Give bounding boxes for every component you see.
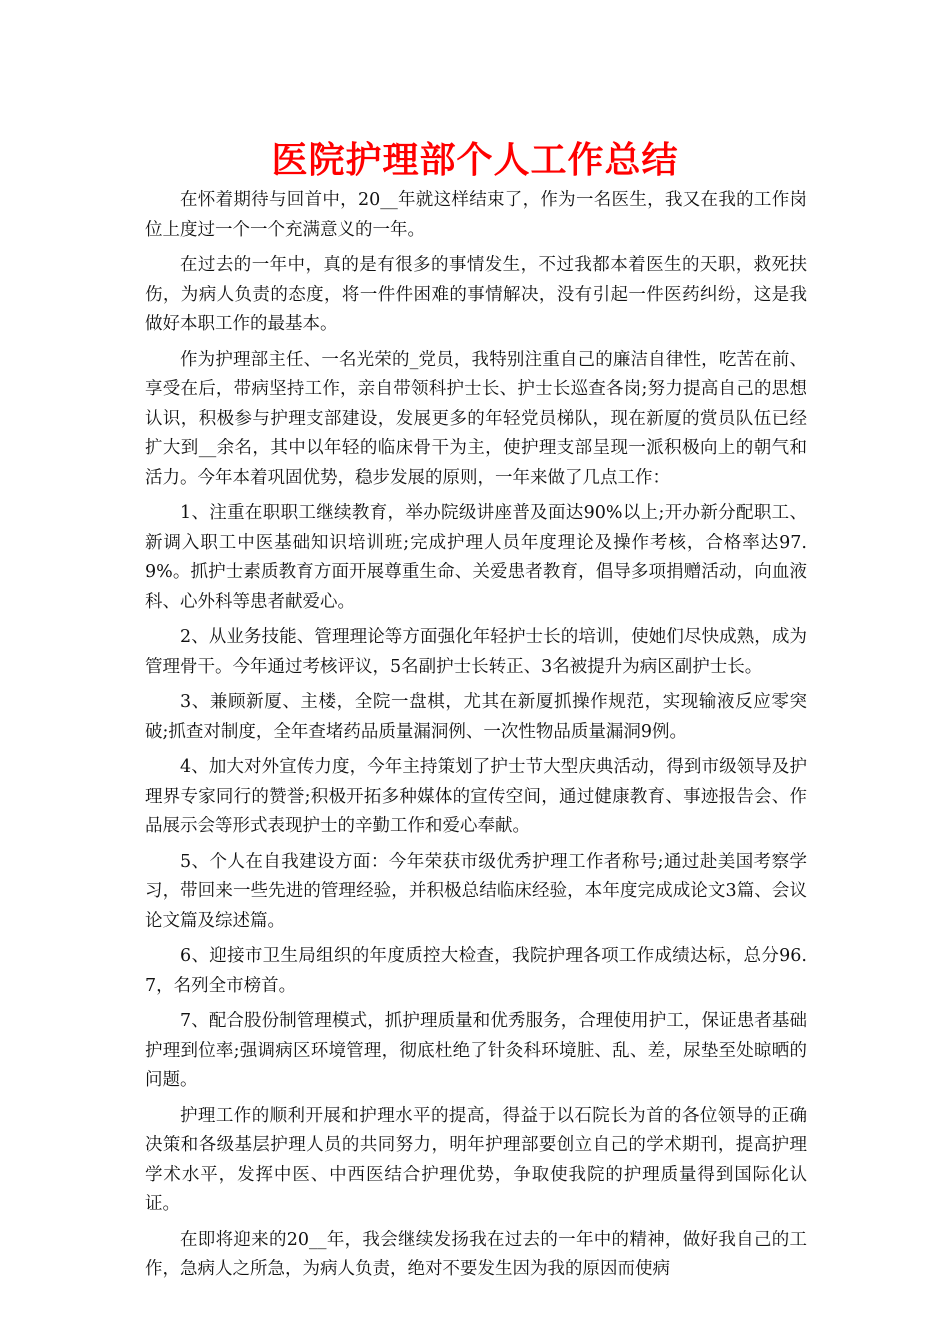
paragraph-1: 在怀着期待与回首中，20__年就这样结束了，作为一名医生，我又在我的工作岗位上度过一个一个充满意义的一年。 bbox=[145, 190, 807, 240]
paragraph-4: 1、注重在职职工继续教育，举办院级讲座普及面达90%以上;开办新分配职工、新调入职工中医基础知识培训班;完成护理人员年度理论及操作考核，合格率达97.9%。抓护士素质教育方面开展尊重生命、关爱患者教育，倡导多项捐赠活动，向血液科、心外科等患者献爱心。 bbox=[145, 503, 807, 612]
document-title: 医院护理部个人工作总结 bbox=[271, 139, 679, 181]
paragraph-11: 护理工作的顺利开展和护理水平的提高，得益于以石院长为首的各位领导的正确决策和各级基层护理人员的共同努力，明年护理部要创立自己的学术期刊，提高护理学术水平，发挥中医、中西医结合护理优势，争取使我院的护理质量得到国际化认证。 bbox=[145, 1105, 807, 1214]
paragraph-7: 4、加大对外宣传力度，今年主持策划了护士节大型庆典活动，得到市级领导及护理界专家同行的赞誉;积极开拓多种媒体的宣传空间，通过健康教育、事迹报告会、作品展示会等形式表现护士的辛勤工作和爱心奉献。 bbox=[145, 757, 807, 836]
paragraph-2: 在过去的一年中，真的是有很多的事情发生，不过我都本着医生的天职，救死扶伤，为病人负责的态度，将一件件困难的事情解决，没有引起一件医药纠纷，这是我做好本职工作的最基本。 bbox=[145, 255, 807, 334]
document-body bbox=[145, 186, 807, 1291]
paragraph-10: 7、配合股份制管理模式，抓护理质量和优秀服务，合理使用护工，保证患者基础护理到位率;强调病区环境管理，彻底杜绝了针灸科环境脏、乱、差，尿垫至处晾晒的问题。 bbox=[145, 1011, 807, 1090]
paragraph-6: 3、兼顾新厦、主楼，全院一盘棋，尤其在新厦抓操作规范，实现输液反应零突破;抓查对制度，全年查堵药品质量漏洞例、一次性物品质量漏洞9例。 bbox=[145, 692, 807, 742]
paragraph-12: 在即将迎来的20__年，我会继续发扬我在过去的一年中的精神，做好我自己的工作，急病人之所急，为病人负责，绝对不要发生因为我的原因而使病 bbox=[145, 1229, 807, 1279]
paragraph-8: 5、个人在自我建设方面：今年荣获市级优秀护理工作者称号;通过赴美国考察学习，带回来一些先进的管理经验，并积极总结临床经验，本年度完成成论文3篇、会议论文篇及综述篇。 bbox=[145, 851, 807, 931]
paragraph-9: 6、迎接市卫生局组织的年度质控大检查，我院护理各项工作成绩达标，总分96.7，名列全市榜首。 bbox=[145, 946, 807, 996]
paragraph-3: 作为护理部主任、一名光荣的_党员，我特别注重自己的廉洁自律性，吃苦在前、享受在后，带病坚持工作，亲自带领科护士长、护士长巡查各岗;努力提高自己的思想认识，积极参与护理支部建设，发展更多的年轻党员梯队，现在新厦的赏员队伍已经扩大到__余名，其中以年轻的临床骨干为主，使护理支部呈现一派积极向上的朝气和活力。今年本着巩固优势，稳步发展的原则，一年来做了几点工作： bbox=[145, 349, 807, 488]
paragraph-5: 2、从业务技能、管理理论等方面强化年轻护士长的培训，使她们尽快成熟，成为管理骨干。今年通过考核评议，5名副护士长转正、3名被提升为病区副护士长。 bbox=[145, 627, 807, 677]
